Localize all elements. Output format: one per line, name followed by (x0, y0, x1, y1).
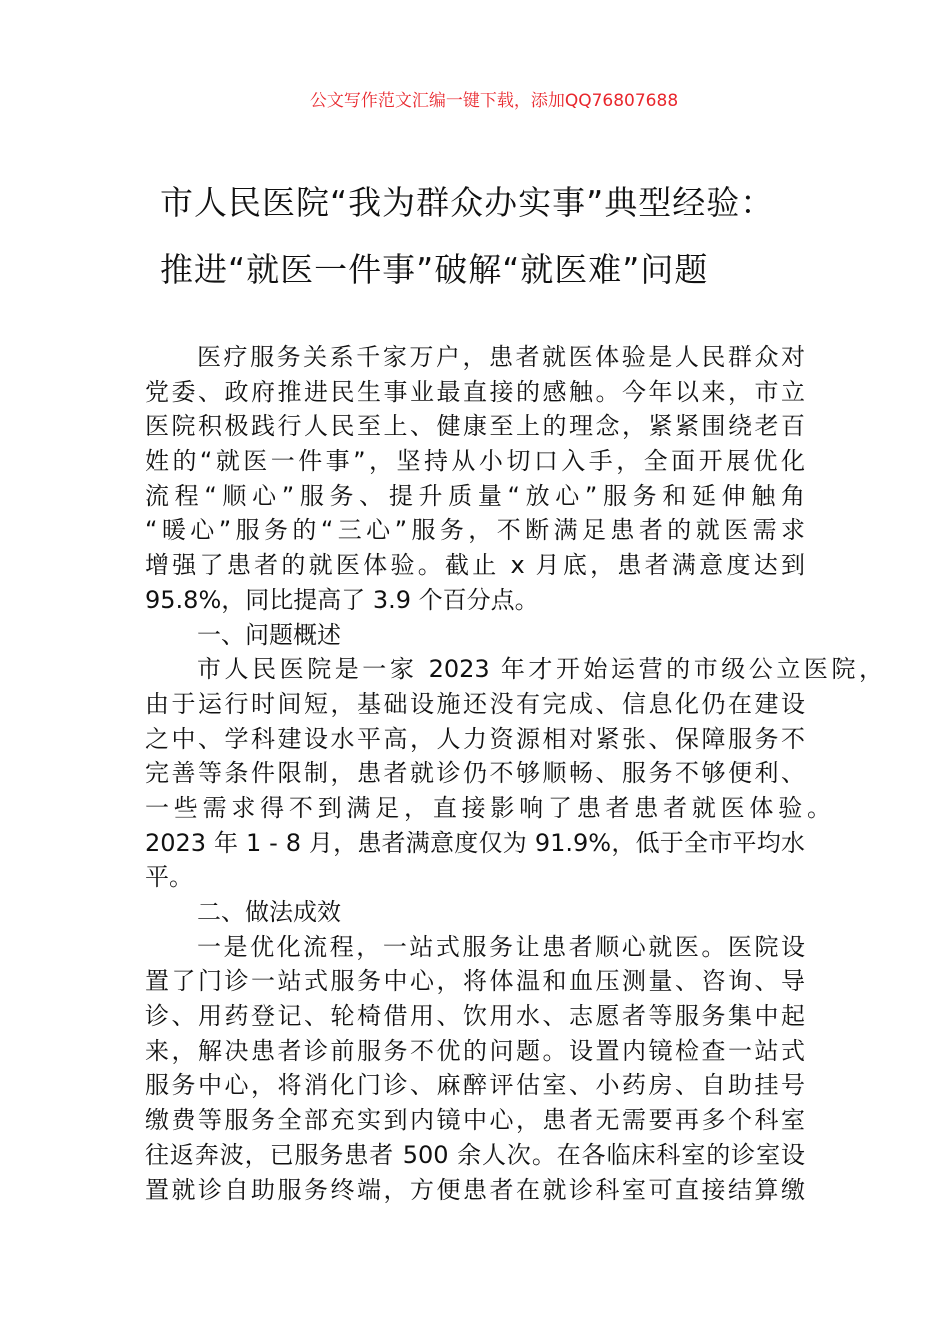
paragraph-line: 市人民医院是一家 2023 年才开始运营的市级公立医院， (197, 655, 883, 684)
paragraph-line: 由于运行时间短，基础设施还没有完成、信息化仍在建设 (145, 689, 805, 718)
paragraph-line: 置就诊自助服务终端，方便患者在就诊科室可直接结算缴 (145, 1175, 805, 1204)
paragraph-line: 2023 年 1 - 8 月，患者满意度仅为 91.9%，低于全市平均水 (145, 828, 805, 857)
section-heading: 二、做法成效 (197, 898, 341, 926)
paragraph-line: 诊、用药登记、轮椅借用、饮用水、志愿者等服务集中起 (145, 1002, 805, 1031)
paragraph-line: 缴费等服务全部充实到内镜中心，患者无需要再多个科室 (145, 1106, 805, 1135)
paragraph-line: 增强了患者的就医体验。截止 x 月底，患者满意度达到 (145, 551, 805, 580)
paragraph-line: 流程“顺心”服务、提升质量“放心”服务和延伸触角 (145, 481, 805, 510)
paragraph-line: 服务中心，将消化门诊、麻醉评估室、小药房、自助挂号 (145, 1071, 805, 1100)
paragraph-line: 党委、政府推进民生事业最直接的感触。今年以来，市立 (145, 377, 805, 406)
paragraph-line: 医疗服务关系千家万户，患者就医体验是人民群众对 (197, 343, 805, 371)
header-note: 公文写作范文汇编一键下载，添加QQ76807688 (309, 91, 679, 111)
paragraph-line: “暖心”服务的“三心”服务，不断满足患者的就医需求 (145, 516, 805, 545)
paragraph-line: 来，解决患者诊前服务不优的问题。设置内镜检查一站式 (145, 1036, 805, 1065)
paragraph-line: 一些需求得不到满足，直接影响了患者患者就医体验。 (145, 793, 831, 822)
document-title-line-1: 市人民医院“我为群众办实事”典型经验： (160, 183, 775, 222)
paragraph-line: 医院积极践行人民至上、健康至上的理念，紧紧围绕老百 (145, 412, 805, 441)
paragraph-line: 95.8%，同比提高了 3.9 个百分点。 (145, 585, 539, 614)
section-heading: 一、问题概述 (197, 620, 341, 649)
paragraph-line: 往返奔波，已服务患者 500 余人次。在各临床科室的诊室设 (145, 1140, 805, 1169)
paragraph-line: 置了门诊一站式服务中心，将体温和血压测量、咨询、导 (145, 967, 805, 996)
paragraph-line: 姓的“就医一件事”，坚持从小切口入手，全面开展优化 (145, 447, 805, 476)
paragraph-line: 平。 (145, 863, 193, 892)
document-title-line-2: 推进“就医一件事”破解“就医难”问题 (160, 250, 709, 289)
document-body (145, 340, 883, 1207)
paragraph-line: 一是优化流程，一站式服务让患者顺心就医。医院设 (197, 932, 805, 961)
paragraph-line: 之中、学科建设水平高，人力资源相对紧张、保障服务不 (145, 724, 805, 753)
paragraph-line: 完善等条件限制，患者就诊仍不够顺畅、服务不够便利、 (145, 759, 805, 788)
